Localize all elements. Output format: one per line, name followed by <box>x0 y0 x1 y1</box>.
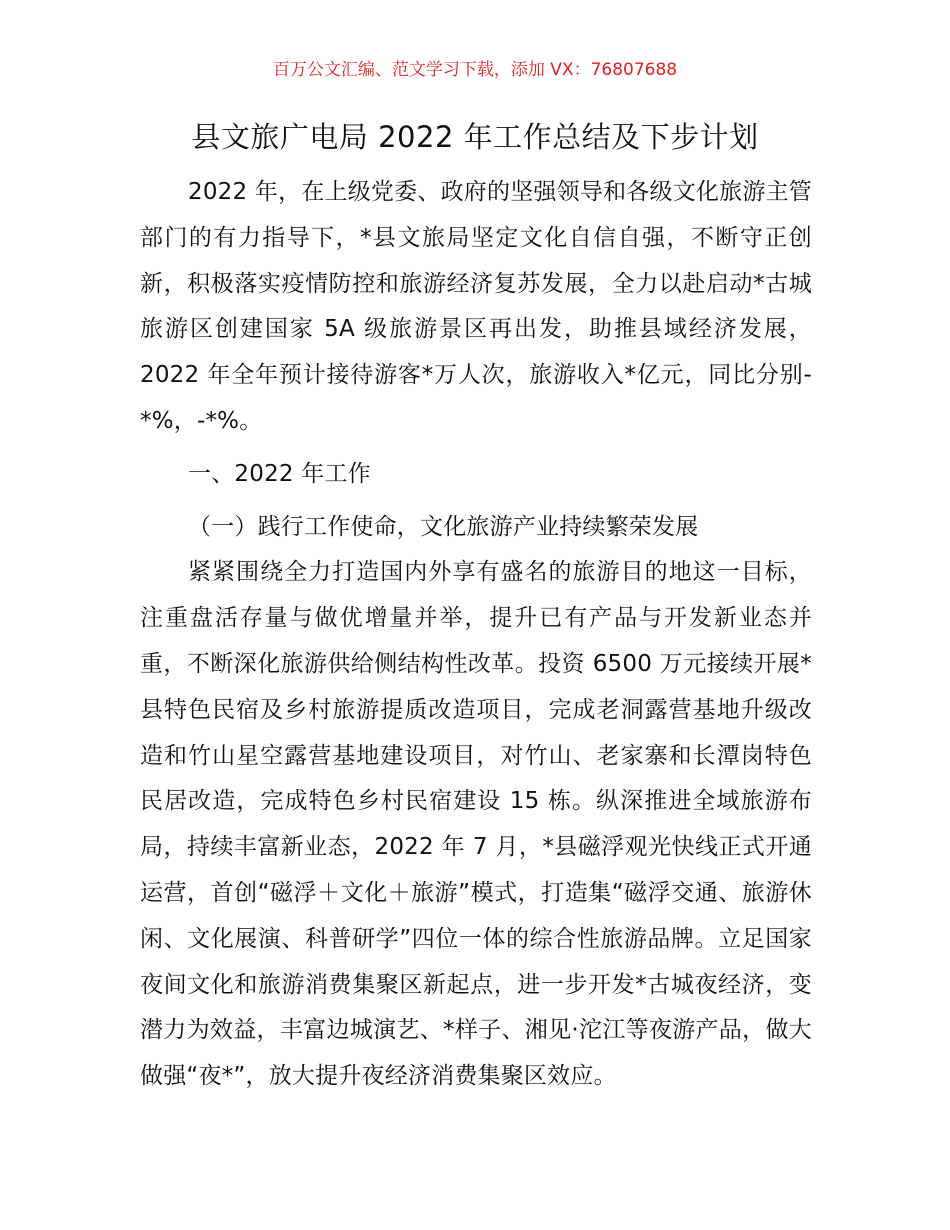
body-paragraph: 紧紧围绕全力打造国内外享有盛名的旅游目的地这一目标，注重盘活存量与做优增量并举，提升已有产品与开发新业态并重，不断深化旅游供给侧结构性改革。投资 6500 万元接续开展*县特色民宿及乡村旅游提质改造项目，完成老洞露营基地升级改造和竹山星空露营基地建设项目，对竹山、老家寨和长潭岗特色民居改造，完成特色乡村民宿建设 15 栋。纵深推进全域旅游布局，持续丰富新业态，2022 年 7 月，*县磁浮观光快线正式开通运营，首创“磁浮＋文化＋旅游”模式，打造集“磁浮交通、旅游休闲、文化展演、科普研学”四位一体的综合性旅游品牌。立足国家夜间文化和旅游消费集聚区新起点，进一步开发*古城夜经济，变潜力为效益，丰富边城演艺、*样子、湘见·沱江等夜游产品，做大做强“夜*”，放大提升夜经济消费集聚区效应。 <box>140 559 812 1090</box>
subsection-heading: （一）践行工作使命，文化旅游产业持续繁荣发展 <box>188 513 699 540</box>
header-contact-note: 百万公文汇编、范文学习下载，添加 VX：76807688 <box>272 60 678 80</box>
section-heading: 一、2022 年工作 <box>188 460 371 487</box>
document-title: 县文旅广电局 2022 年工作总结及下步计划 <box>191 120 759 154</box>
intro-paragraph: 2022 年，在上级党委、政府的坚强领导和各级文化旅游主管部门的有力指导下，*县文旅局坚定文化自信自强，不断守正创新，积极落实疫情防控和旅游经济复苏发展，全力以赴启动*古城旅游区创建国家 5A 级旅游景区再出发，助推县域经济发展，2022 年全年预计接待游客*万人次，旅游收入*亿元，同比分别-*%，-*%。 <box>140 179 812 434</box>
document-body <box>140 170 812 1100</box>
